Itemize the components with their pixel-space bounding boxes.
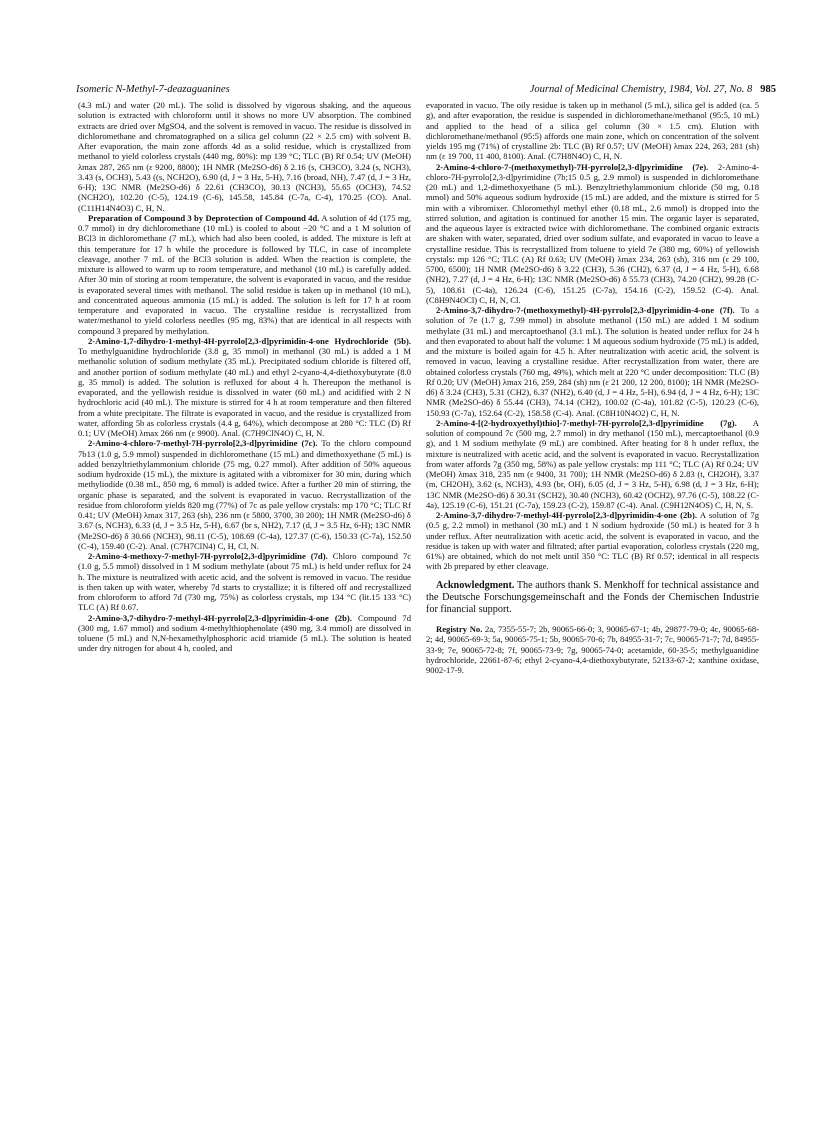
section-heading: 2-Amino-4-chloro-7-methyl-7H-pyrrolo[2,3-d]pyrimidine (7c).	[88, 438, 318, 449]
right-column-paragraphs	[426, 100, 759, 572]
section-heading: Preparation of Compound 3 by Deprotection of Compound 4d.	[88, 212, 320, 223]
paragraph	[426, 100, 759, 162]
section-heading: 2-Amino-3,7-dihydro-7-(methoxymethyl)-4H-pyrrolo[2,3-d]pyrimidin-4-one (7f).	[436, 305, 735, 315]
paragraph	[426, 510, 759, 572]
registry-heading: Registry No.	[436, 624, 483, 635]
section-heading: 2-Amino-4-[(2-hydroxyethyl)thio]-7-methyl-7H-pyrrolo[2,3-d]pyrimidine (7g).	[436, 417, 737, 428]
paragraph-text: To the chloro compound 7b13 (1.0 g, 5.9 mmol) suspended in dichloromethane (15 mL) and dimethoxyethane (5 mL) is added benzyltriethylammonium chloride (75 mg, 0.27 mmol). After addition of 50% aqueous sodium hydroxide (15 mL), the mixture is agitated with a vibromixer for 30 min, during which methyliodide (0.38 mL, 850 mg, 6 mmol) is added twice. After a further 20 min of stirring, the organic phase is separated, and the solvent is evaporated in vacuo. Recrystallization of the residue from chloroform yields 820 mg (77%) of 7c as pale yellow crystals: mp 170 °C; TLC Rf 0.41; UV (MeOH) λmax 317, 263 (sh), 236 nm (ε 5800, 3700, 30 200); 1H NMR (Me2SO-d6) δ 3.67 (s, NCH3), 6.33 (d, J = 3.5 Hz, 5-H), 6.67 (br s, NH2), 7.17 (d, J = 3.5 Hz, 6-H); 13C NMR (Me2SO-d6) δ 30.66 (NCH3), 98.11 (C-5), 108.69 (C-4a), 127.37 (C-6), 150.33 (C-7a), 152.50 (C-4), 159.40 (C-2). Anal. (C7H7ClN4) C, H, Cl, N.	[78, 438, 411, 551]
paragraph	[78, 438, 411, 551]
paragraph	[78, 551, 411, 613]
section-heading: 2-Amino-4-chloro-7-(methoxymethyl)-7H-pyrrolo[2,3-d]pyrimidine (7e).	[436, 161, 709, 172]
paragraph	[78, 100, 411, 213]
acknowledgment-paragraph	[426, 580, 759, 617]
paragraph-text: (4.3 mL) and water (20 mL). The solid is dissolved by vigorous shaking, and the aqueous solution is extracted with chloroform until it shows no more UV absorption. The combined extracts are dried over MgSO4, and the solvent is removed in vacuo. The residue is dissolved in dichloromethane and chromatographed on a silica gel column (22 × 2.5 cm) with solvent B. After evaporation, the main zone affords 4d as a solid residue, which is crystallized from methanol to yield colorless crystals (440 mg, 80%): mp 139 °C; TLC (B) Rf 0.54; UV (MeOH) λmax 287, 265 nm (ε 9200, 8800); 1H NMR (Me2SO-d6) δ 2.16 (s, CH3CO), 3.24 (s, NCH3), 3.43 (s, OCH3), 5.43 ((s, NCH2O), 6.90 (d, J = 3 Hz, 5-H), 7.16 (broad, NH), 7.47 (d, J = 3 Hz, 6-H); 13C NMR (Me2SO-d6) δ 22.61 (CH3CO), 30.13 (NCH3), 55.65 (OCH3), 74.52 (NCH2O), 102.20 (C-5), 124.19 (C-6), 145.58, 145.84 (C-7a, C-4), 170.25 (CO). Anal. (C11H14N4O3) C, H, N.	[78, 100, 411, 213]
journal-citation	[530, 84, 776, 95]
section-heading: 2-Amino-1,7-dihydro-1-methyl-4H-pyrrolo[2,3-d]pyrimidin-4-one Hydrochloride (5b).	[88, 335, 411, 346]
section-heading: 2-Amino-4-methoxy-7-methyl-7H-pyrrolo[2,3-d]pyrimidine (7d).	[88, 551, 328, 561]
paragraph	[78, 613, 411, 654]
journal-name: Journal of Medicinal Chemistry, 1984, Vol. 27, No. 8	[529, 84, 753, 95]
paragraph	[78, 213, 411, 336]
paragraph-text: evaporated in vacuo. The oily residue is taken up in methanol (5 mL), silica gel is added (ca. 5 g), and after evaporation, the residue is suspended in dichloromethane/methanol (95:5, 10 mL) and applied to the head of a silica gel column (30 × 1.5 cm). Elution with dichloromethane/methanol (95:5) affords one main zone, which on concentration of the solvent yields 195 mg (71%) of crystalline 2b: TLC (B) Rf 0.57; UV (MeOH) λmax 224, 263, 281 (sh) nm (ε 19 700, 11 400, 8100). Anal. (C7H8N4O) C, H, N.	[426, 100, 759, 162]
paragraph-text: To methylguanidine hydrochloride (3.8 g, 35 mmol) in methanol (30 mL) is added a 1 M methanolic solution of sodium methylate (35 mL). Precipitated sodium chloride is filtered off, and another portion of sodium methylate (40 mL) and ethyl 2-cyano-4,4-diethoxybutyrate (8.0 g, 35 mmol) is added. The solution is refluxed for about 4 h. Thereupon the methanol is evaporated, and the yellowish residue is dissolved in water (60 mL) and acidified with 2 N hydrochloric acid (40 mL). The mixture is stirred for 4 h at room temperature and then filtered from a white precipitate. The filtrate is evaporated in vacuo, and the residue is crystallized from water, affording 5b as colorless crystals (4.4 g, 64%), which decompose at 280 °C: TLC (D) Rf 0.1; UV (MeOH) λmax 266 nm (ε 9900). Anal. (C7H9ClN4O) C, H, N.	[78, 346, 411, 438]
paragraph	[78, 336, 411, 439]
registry-text: 2a, 7355-55-7; 2b, 90065-66-0; 3, 90065-67-1; 4b, 29877-79-0; 4c, 90065-68-2; 4d, 90065-69-3; 5a, 90065-75-1; 5b, 90065-70-6; 7b, 84955-31-7; 7c, 90065-71-7; 7d, 84955-33-9; 7e, 90065-72-8; 7f, 90065-73-9; 7g, 90065-74-0; acetamide, 60-35-5; methylguanidine hydrochloride, 22661-87-6; ethyl 2-cyano-4,4-diethoxybutyrate, 52133-67-2; xanthine oxidase, 9002-17-9.	[426, 624, 759, 676]
page-number: 985	[760, 84, 776, 95]
paragraph-text: A solution of 4d (175 mg, 0.7 mmol) in dry dichloromethane (10 mL) is cooled to about −20 °C and a 1 M solution of BCl3 in dichloromethane (7 mL), which had also been cooled, is added. The mixture is left at this temperature for 17 h while the procedure is followed by TLC, in case of incomplete cleavage, another 7 mL of the BCl3 solution is added. When the reaction is complete, the mixture is allowed to warm up to room temperature, and methanol (10 mL) is carefully added. After 30 min of storing at room temperature, the solvent is evaporated in vacuo, and the residue is evaporated several times with methanol. The solid residue is taken up in methanol (10 mL), and concentrated aqueous ammonia (15 mL) is added. The solution is left for 17 h at room temperature and evaporated in vacuo. The crystalline residue is recrystallized from water/methanol to yield colorless needles (95 mg, 83%) that are identical in all respects with compound 3 prepared by methylation.	[78, 212, 411, 336]
running-header	[76, 84, 776, 100]
paragraph	[426, 162, 759, 306]
section-heading: 2-Amino-3,7-dihydro-7-methyl-4H-pyrrolo[2,3-d]pyrimidin-4-one (2b).	[436, 510, 698, 520]
paragraph	[426, 418, 759, 510]
right-column	[426, 100, 759, 1100]
paragraph-text: A solution of 7g (0.5 g, 2.2 mmol) in methanol (30 mL) and 1 N sodium hydroxide (50 mL) is heated for 3 h under reflux. After neutralization with acetic acid, the solvent is evaporated in vacuo, and the residue is taken up with water and filtrated; after partial evaporation, colorless crystals (220 mg, 61%) are obtained, which do not melt until 350 °C: TLC (B) Rf 0.57; identical in all respects with 2b prepared by ether cleavage.	[426, 510, 759, 572]
paragraph-text: Compound 7d (300 mg, 1.67 mmol) and sodium 4-methylthiophenolate (490 mg, 3.4 mmol) are dissolved in toluene (5 mL) and N,N-hexamethylphosphoric acid triamide (5 mL). The solution is heated under dry nitrogen for about 4 h, cooled, and	[78, 612, 411, 654]
paragraph-text: 2-Amino-4-chloro-7H-pyrrolo[2,3-d]pyrimidine (7b;15 0.5 g, 2.9 mmol) is suspended in dichloromethane (20 mL) and 1,2-dimethoxyethane (5 mL). Benzyltriethylammonium chloride (50 mg, 0.18 mmol) and 50% aqueous sodium hydroxide (15 mL) are added, and the mixture is stirred for 5 min with a vibromixer. Chloromethyl methyl ether (0.18 mL, 2.6 mmol) is dropped into the stirred solution, and agitation is continued for another 15 min. The organic layer is separated, and the aqueous layer is extracted twice with dichloromethane. The combined organic extracts are shaken with water, separated, dried over sodium sulfate, and evaporated in vacuo to leave a crystalline residue. This is recrystallized from toluene to yield 7e (380 mg, 60%) of yellowish crystals: mp 126 °C; TLC (A) Rf 0.63; UV (MeOH) λmax 234, 263 (sh), 316 nm (ε 29 100, 5700, 6500); 1H NMR (Me2SO-d6) δ 3.22 (CH3), 5.36 (CH2), 6.37 (d, J = 4 Hz, 5-H), 6.68 (NH2), 7.27 (d, J = 4 Hz, 6-H); 13C NMR (Me2SO-d6) δ 55.73 (CH3), 74.20 (CH2), 99.28 (C-5), 108.61 (C-4a), 126.24 (C-6), 151.25 (C-7a), 154.16 (C-2), 159.52 (C-4). Anal. (C8H9N4OCl) C, H, N, Cl.	[426, 161, 759, 305]
paragraph-text: A solution of compound 7c (500 mg, 2.7 mmol) in dry methanol (150 mL), mercaptoethanol (0.9 g), and 1 M sodium methylate (9 mL) are combined. After heating for 8 h under reflux, the mixture is neutralized with acetic acid, and the solvent is evaporated in vacuo. Recrystallization from water affords 7g (350 mg, 58%) as pale yellow crystals: mp 111 °C; TLC (A) Rf 0.24; UV (MeOH) λmax 318, 235 nm (ε 9400, 31 700); 1H NMR (Me2SO-d6) δ 2.83 (t, CH2OH), 3.37 (m, CH2OH), 3.62 (s, NCH3), 4.93 (br, OH), 6.05 (d, J = 3 Hz, 5-H), 6.98 (d, J = 3 Hz, 6-H); 13C NMR (Me2SO-d6) δ 30.31 (SCH2), 30.40 (NCH3), 60.42 (OCH2), 97.76 (C-5), 108.22 (C-4a), 125.19 (C-6), 151.21 (C-7a), 159.23 (C-2), 159.87 (C-4). Anal. (C9H12N4OS) C, H, N, S.	[426, 417, 759, 510]
acknowledgment-text: The authors thank S. Menkhoff for technical assistance and the Deutsche Forschungsgemeinschaft and the Fonds der Chemischen Industrie for financial support.	[426, 579, 759, 615]
paragraph	[426, 305, 759, 418]
section-heading: 2-Amino-3,7-dihydro-7-methyl-4H-pyrrolo[2,3-d]pyrimidin-4-one (2b).	[88, 612, 352, 623]
paragraph-text: To a solution of 7e (1.7 g, 7.99 mmol) in absolute methanol (150 mL) are added 1 M sodium methylate (31 mL) and mercaptoethanol (3.1 mL). The solution is heated under reflux for 24 h and then evaporated to about half the volume: 1 M aqueous sodium hydroxide (75 mL) is added, and the mixture is boiled again for 4.5 h. After neutralization with acetic acid, the solvent is removed in vacuo, leaving a crystalline residue. After recrystallization from water, there are obtained colorless crystals (760 mg, 49%), which melt at 220 °C under decomposition: TLC (B) Rf 0.20; UV (MeOH) λmax 216, 259, 284 (sh) nm (ε 21 200, 12 200, 8100); 1H NMR (Me2SO-d6) δ 3.24 (CH3), 5.31 (CH2), 6.37 (NH2), 6.40 (d, J = 4 Hz, 5-H), 6.94 (d, J = 4 Hz, 6-H); 13C NMR (Me2SO-d6) δ 55.44 (CH3), 74.14 (CH2), 100.02 (C-4a), 101.82 (C-5), 120.23 (C-6), 150.93 (C-7a), 152.64 (C-2), 158.58 (C-4). Anal. (C8H10N4O2) C, H, N.	[426, 305, 759, 418]
paragraph-text: Chloro compound 7c (1.0 g, 5.5 mmol) dissolved in 1 M sodium methylate (about 75 mL) is held under reflux for 24 h. The mixture is neutralized with acetic acid, and the solvent is removed in vacuo. The residue is then taken up with water, whereby 7d starts to crystallize; it is filtered off and recrystallized from chloroform to afford 7d (730 mg, 75%) as colorless crystals, mp 134 °C (lit.15 133 °C) TLC (A) Rf 0.67.	[78, 551, 411, 613]
running-title: Isomeric N-Methyl-7-deazaguanines	[76, 84, 230, 95]
registry-paragraph	[426, 624, 759, 675]
acknowledgment-heading: Acknowledgment.	[436, 579, 515, 591]
left-column	[78, 100, 411, 1100]
